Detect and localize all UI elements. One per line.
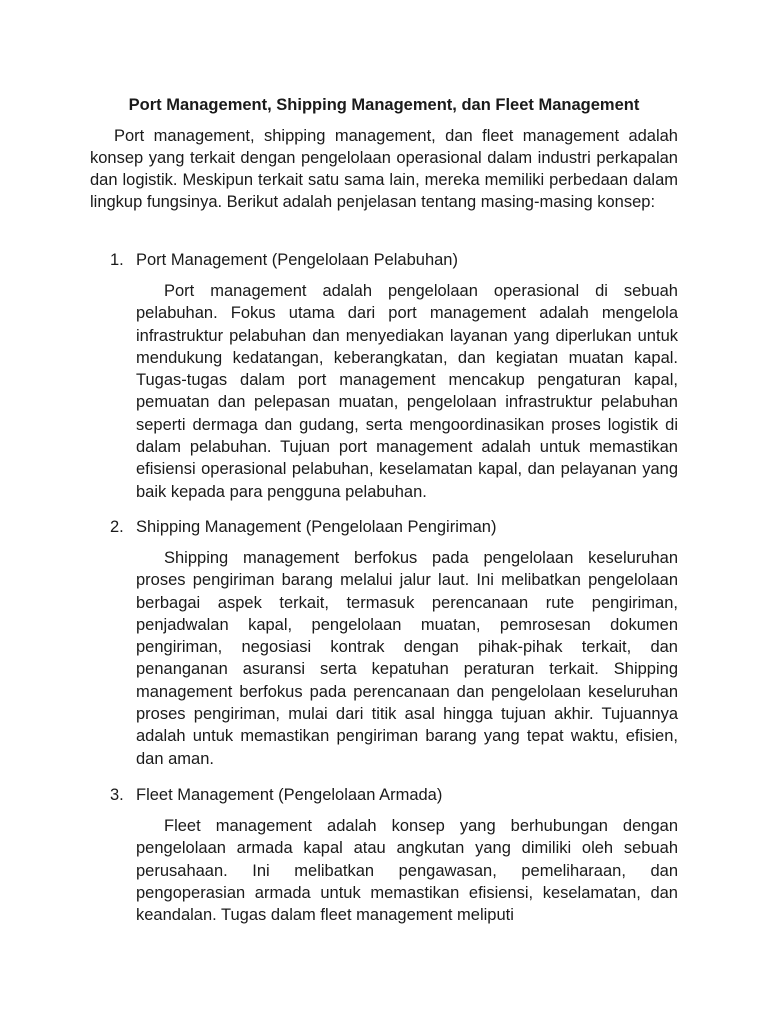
list-item-heading-text: Port Management (Pengelolaan Pelabuhan) bbox=[136, 251, 458, 269]
list-item-body: Shipping management berfokus pada pengelolaan keseluruhan proses pengiriman barang melalui jalur laut. Ini melibatkan pengelolaan berbagai aspek terkait, termasuk perencanaan rute pengiriman, penjadwalan kapal, pengelolaan muatan, pemrosesan dokumen pengiriman, negosiasi kontrak dengan pihak-pihak terkait, dan penanganan asuransi serta kepatuhan peraturan terkait. Shipping management berfokus pada perencanaan dan pengelolaan keseluruhan proses pengiriman, mulai dari titik asal hingga tujuan akhir. Tujuannya adalah untuk memastikan pengiriman barang yang tepat waktu, efisien, dan aman. bbox=[136, 549, 678, 768]
list-item-number: 3. bbox=[110, 786, 124, 804]
list-item-body: Port management adalah pengelolaan operasional di sebuah pelabuhan. Fokus utama dari port management adalah mengelola infrastruktur pelabuhan dan menyediakan layanan yang diperlukan untuk mendukung kedatangan, keberangkatan, dan kegiatan muatan kapal. Tugas-tugas dalam port management mencakup pengaturan kapal, pemuatan dan pelepasan muatan, pengelolaan infrastruktur pelabuhan seperti dermaga dan gudang, serta mengoordinasikan proses logistik di dalam pelabuhan. Tujuan port management adalah untuk memastikan efisiensi operasional pelabuhan, keselamatan kapal, dan pelayanan yang baik kepada para pengguna pelabuhan. bbox=[136, 282, 678, 501]
list-item-heading bbox=[90, 516, 678, 538]
list-item-number: 2. bbox=[110, 518, 124, 536]
list-item-fleet-management bbox=[90, 784, 678, 926]
list-item-heading bbox=[90, 249, 678, 271]
document-title: Port Management, Shipping Management, dan Fleet Management bbox=[128, 96, 640, 114]
list-item-shipping-management bbox=[90, 516, 678, 770]
intro-paragraph: Port management, shipping management, dan fleet management adalah konsep yang terkait dengan pengelolaan operasional dalam industri perkapalan dan logistik. Meskipun terkait satu sama lain, mereka memiliki perbedaan dalam lingkup fungsinya. Berikut adalah penjelasan tentang masing-masing konsep: bbox=[90, 127, 678, 211]
list-item-heading bbox=[90, 784, 678, 806]
list-item-heading-text: Shipping Management (Pengelolaan Pengiriman) bbox=[136, 518, 497, 536]
list-item-port-management bbox=[90, 249, 678, 503]
list-item-number: 1. bbox=[110, 251, 124, 269]
list-item-body: Fleet management adalah konsep yang berhubungan dengan pengelolaan armada kapal atau angkutan yang dimiliki oleh sebuah perusahaan. Ini melibatkan pengawasan, pemeliharaan, dan pengoperasian armada untuk memastikan efisiensi, keselamatan, dan keandalan. Tugas dalam fleet management meliputi bbox=[136, 817, 678, 925]
list-item-heading-text: Fleet Management (Pengelolaan Armada) bbox=[136, 786, 443, 804]
